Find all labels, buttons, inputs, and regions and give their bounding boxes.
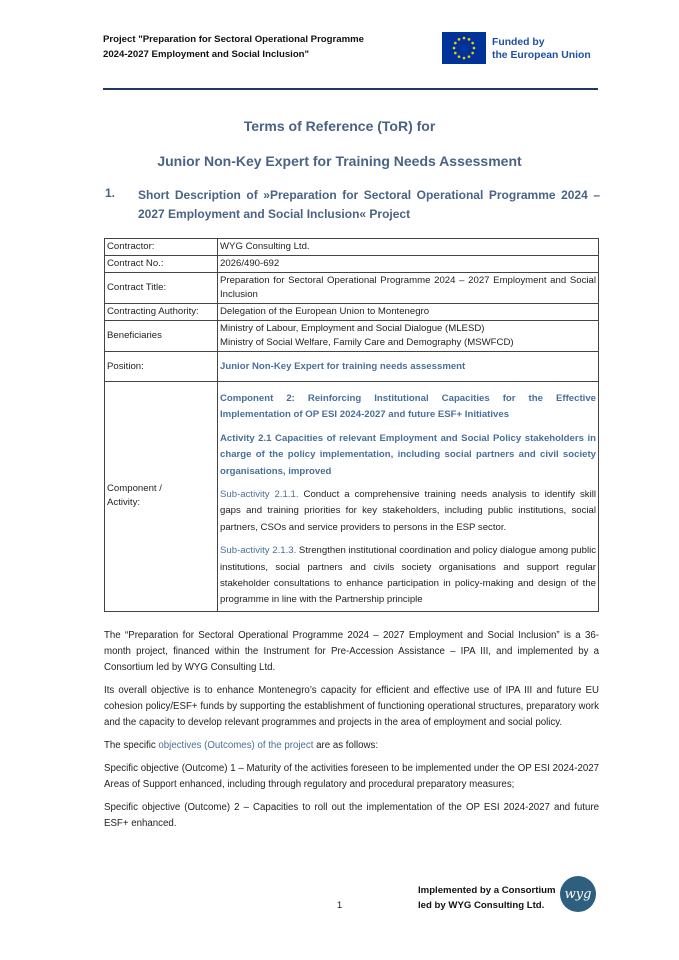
eu-flag-icon <box>442 32 486 64</box>
position-value: Junior Non-Key Expert for training needs assessment <box>218 352 599 382</box>
objectives-intro-pre: The specific <box>104 740 159 751</box>
section-title: Short Description of »Preparation for Sectoral Operational Programme 2024 – 2027 Employment and Social Inclusion« Project <box>138 188 600 221</box>
sub-activity-1-text: Conduct a comprehensive training needs analysis to identify skill gaps and training priorities for key stakeholders, including public institutions, social partners, CSOs and service providers to persons in the ESP sector. <box>220 489 596 533</box>
contractor-value: WYG Consulting Ltd. <box>218 239 599 256</box>
eu-star-icon <box>454 52 457 55</box>
eu-funding-line2: the European Union <box>492 50 591 61</box>
project-header-line1: Project "Preparation for Sectoral Operational Programme <box>103 34 364 45</box>
project-header <box>103 32 403 62</box>
sub-activity-1 <box>220 487 596 536</box>
body-paragraph: Specific objective (Outcome) 2 – Capacities to roll out the implementation of the OP ESI 2024-2027 and future ESF+ enhanced. <box>104 802 599 829</box>
eu-star-icon <box>454 42 457 45</box>
project-info-table <box>104 238 599 612</box>
sub-activity-1-label: Sub-activity 2.1.1. <box>220 489 299 501</box>
eu-star-icon <box>458 38 461 41</box>
section-number: 1. <box>105 186 116 200</box>
component-text: Component 2: Reinforcing Institutional Capacities for the Effective Implementation of OP ESI 2024-2027 and future ESF+ Initiatives <box>220 393 596 421</box>
sub-activity-2 <box>220 543 596 609</box>
body-text <box>104 628 599 839</box>
contractor-label: Contractor: <box>105 239 218 256</box>
contract-title-label: Contract Title: <box>105 273 218 304</box>
table-row <box>105 256 599 273</box>
component-label <box>105 382 218 612</box>
objectives-link: objectives (Outcomes) of the project <box>158 740 314 751</box>
activity-text: Activity 2.1 Capacities of relevant Employment and Social Policy stakeholders in charge of the policy implementation, including social partners and civil society organisations, improved <box>220 432 596 477</box>
table-row <box>105 239 599 256</box>
authority-label: Contracting Authority: <box>105 304 218 321</box>
project-header-line2: 2024-2027 Employment and Social Inclusion" <box>103 49 310 60</box>
header-divider <box>103 88 598 90</box>
contract-no-value: 2026/490-692 <box>218 256 599 273</box>
eu-star-icon <box>458 55 461 58</box>
body-paragraph <box>104 738 599 754</box>
component-value <box>218 382 599 612</box>
body-paragraph: Its overall objective is to enhance Montenegro’s capacity for efficient and effective use of IPA III and future EU cohesion policy/ESF+ funds by supporting the establishment of functioning operational structures, preparatory work and the capacity to develop relevant programmes and projects in the area of employment and social policy. <box>104 685 599 728</box>
footer-line2: led by WYG Consulting Ltd. <box>418 900 545 911</box>
eu-funding-line1: Funded by <box>492 37 545 48</box>
document-title: Terms of Reference (ToR) for <box>243 118 436 134</box>
component-label-line1: Component / <box>107 483 162 495</box>
footer-line1: Implemented by a Consortium <box>418 885 556 896</box>
beneficiaries-value <box>218 321 599 352</box>
contract-no-label: Contract No.: <box>105 256 218 273</box>
eu-star-icon <box>471 42 474 45</box>
table-row <box>105 352 599 382</box>
eu-star-icon <box>468 38 471 41</box>
table-row <box>105 273 599 304</box>
eu-star-icon <box>471 52 474 55</box>
position-label: Position: <box>105 352 218 382</box>
component-label-line2: Activity: <box>107 497 141 509</box>
eu-stars-icon <box>442 32 486 64</box>
contract-title-value: Preparation for Sectoral Operational Programme 2024 – 2027 Employment and Social Inclusion <box>218 273 599 304</box>
document-subtitle: Junior Non-Key Expert for Training Needs Assessment <box>157 153 522 169</box>
eu-star-icon <box>463 57 466 60</box>
wyg-logo-icon: wyg <box>560 876 596 912</box>
sub-activity-2-label: Sub-activity 2.1.3. <box>220 545 297 557</box>
authority-value: Delegation of the European Union to Montenegro <box>218 304 599 321</box>
eu-funding-label <box>492 36 591 62</box>
eu-star-icon <box>463 37 466 40</box>
sub-activity-2-text: Strengthen institutional coordination and policy dialogue among public institutions, social partners and civils society organisations and support regular stakeholder consultations to enhance participation in policy-making and design of the programme in line with the Partnership principle <box>220 545 597 606</box>
eu-star-icon <box>453 47 456 50</box>
body-paragraph: The “Preparation for Sectoral Operational Programme 2024 – 2027 Employment and Social Inclusion” is a 36-month project, financed within the Instrument for Pre-Accession Assistance – IPA III, and implemented by a Consortium led by WYG Consulting Ltd. <box>104 630 599 673</box>
table-row <box>105 304 599 321</box>
objectives-intro-post: are as follows: <box>313 740 379 751</box>
beneficiary-item: Ministry of Labour, Employment and Social Dialogue (MLESD) <box>220 323 485 334</box>
beneficiaries-label: Beneficiaries <box>105 321 218 352</box>
beneficiary-item: Ministry of Social Welfare, Family Care and Demography (MSWFCD) <box>220 337 514 348</box>
page-number: 1 <box>336 900 343 911</box>
table-row <box>105 382 599 612</box>
table-row <box>105 321 599 352</box>
body-paragraph: Specific objective (Outcome) 1 – Maturity of the activities foreseen to be implemented under the OP ESI 2024-2027 Areas of Support enhanced, including through regulatory and procedural preparatory measures; <box>104 763 599 790</box>
eu-star-icon <box>468 55 471 58</box>
eu-star-icon <box>473 47 476 50</box>
